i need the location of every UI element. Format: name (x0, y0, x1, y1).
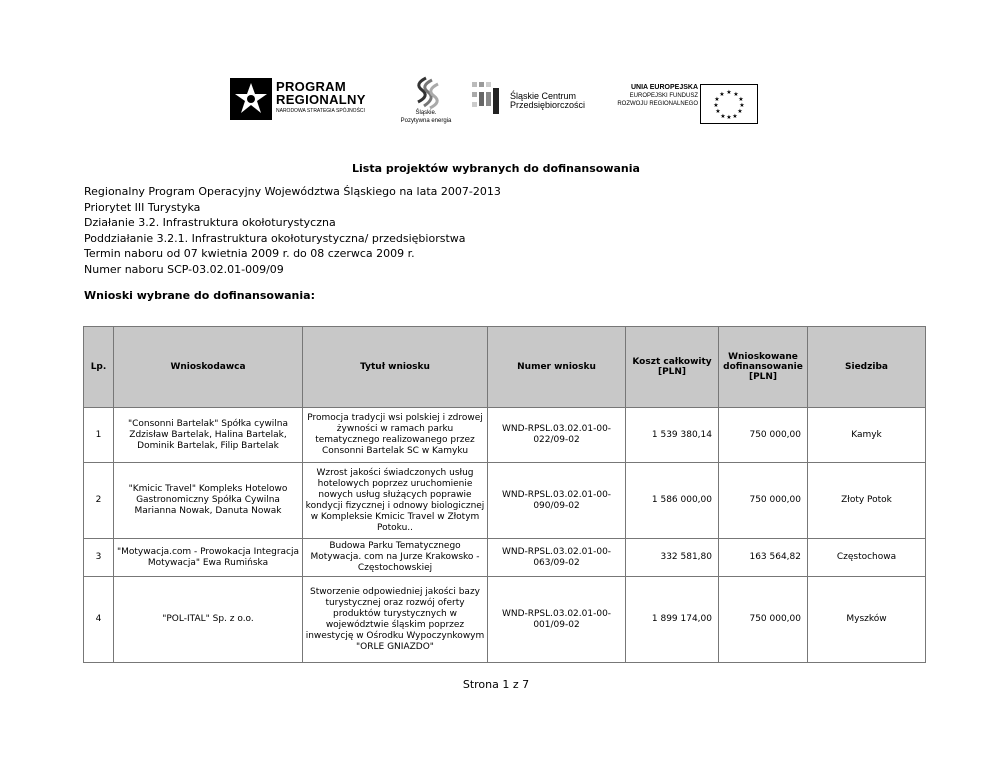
cell-funding: 750 000,00 (719, 577, 808, 663)
document-title: Lista projektów wybranych do dofinansowania (352, 162, 640, 175)
header-funding: Wnioskowane dofinansowanie [PLN] (719, 327, 808, 408)
cell-seat: Częstochowa (808, 539, 926, 577)
table-row (84, 463, 926, 539)
meta-deadline: Termin naboru od 07 kwietnia 2009 r. do 08 czerwca 2009 r. (84, 247, 415, 260)
ue-line1: UNIA EUROPEJSKA (630, 84, 698, 91)
program-title (276, 80, 366, 106)
cell-title: Budowa Parku Tematycznego Motywacja. com na Jurze Krakowsko - Częstochowskiej (303, 539, 488, 577)
cell-number: WND-RPSL.03.02.01-00-090/09-02 (488, 463, 626, 539)
cell-number: WND-RPSL.03.02.01-00-063/09-02 (488, 539, 626, 577)
program-subtitle: NARODOWA STRATEGIA SPÓJNOŚCI (276, 108, 365, 114)
logo-band (230, 74, 760, 134)
page-number: Strona 1 z 7 (462, 678, 530, 691)
cell-lp: 2 (84, 463, 114, 539)
header-title: Tytuł wniosku (303, 327, 488, 408)
pixel-grid-icon (470, 80, 506, 116)
svg-text:★: ★ (738, 96, 744, 103)
cell-title: Stworzenie odpowiedniej jakości bazy turystycznej oraz rozwój oferty produktów turystycznych w województwie śląskim poprzez inwestycję w Ośrodku Wypoczynkowym "ORLE GNIAZDO" (303, 577, 488, 663)
projects-table (83, 326, 926, 663)
section-heading: Wnioski wybrane do dofinansowania: (84, 289, 315, 302)
scp-line1: Śląskie Centrum (510, 91, 577, 101)
program-line2: REGIONALNY (276, 92, 366, 107)
svg-text:★: ★ (715, 108, 721, 115)
table-header-row (84, 327, 926, 408)
scp-logo (470, 80, 590, 120)
svg-text:★: ★ (726, 89, 732, 96)
header-applicant: Wnioskodawca (114, 327, 303, 408)
program-regionalny-logo (230, 74, 390, 130)
svg-text:★: ★ (733, 91, 739, 98)
cell-seat: Złoty Potok (808, 463, 926, 539)
slaskie-name: Śląskie. (415, 110, 437, 116)
cell-funding: 750 000,00 (719, 408, 808, 463)
svg-text:★: ★ (726, 114, 732, 121)
cell-total-cost: 332 581,80 (626, 539, 719, 577)
cell-funding: 750 000,00 (719, 463, 808, 539)
ue-line3: ROZWOJU REGIONALNEGO (617, 101, 698, 107)
svg-text:★: ★ (739, 102, 745, 109)
header-number: Numer wniosku (488, 327, 626, 408)
meta-priority: Priorytet III Turystyka (84, 200, 201, 214)
eu-flag-icon (700, 84, 758, 124)
svg-text:★: ★ (714, 96, 720, 103)
cell-number: WND-RPSL.03.02.01-00-022/09-02 (488, 408, 626, 463)
program-line1: PROGRAM (276, 79, 346, 94)
cell-lp: 4 (84, 577, 114, 663)
svg-text:★: ★ (713, 102, 719, 109)
wave-icon (396, 76, 456, 110)
svg-text:★: ★ (737, 108, 743, 115)
svg-text:★: ★ (719, 91, 725, 98)
cell-total-cost: 1 586 000,00 (626, 463, 719, 539)
cell-lp: 1 (84, 408, 114, 463)
cell-total-cost: 1 539 380,14 (626, 408, 719, 463)
ue-fund-text (598, 84, 698, 108)
cell-total-cost: 1 899 174,00 (626, 577, 719, 663)
slaskie-subtitle: Pozytywna energia (400, 118, 452, 124)
ue-line2: EUROPEJSKI FUNDUSZ (629, 93, 698, 99)
header-lp: Lp. (84, 327, 114, 408)
cell-seat: Kamyk (808, 408, 926, 463)
svg-text:★: ★ (720, 113, 726, 120)
cell-applicant: "POL-ITAL" Sp. z o.o. (114, 577, 303, 663)
header-total-cost: Koszt całkowity [PLN] (626, 327, 719, 408)
cell-title: Wzrost jakości świadczonych usług hotelowych poprzez uruchomienie nowych usług służących poprawie kondycji fizycznej i odnowy biologicznej w Kompleksie Kmicic Travel w Złotym Potoku.. (303, 463, 488, 539)
table-row (84, 539, 926, 577)
slaskie-logo (396, 76, 456, 132)
cell-applicant: "Kmicic Travel" Kompleks Hotelowo Gastronomiczny Spółka Cywilna Marianna Nowak, Danuta Nowak (114, 463, 303, 539)
cell-applicant: "Consonni Bartelak" Spółka cywilna Zdzisław Bartelak, Halina Bartelak, Dominik Bartelak, Filip Bartelak (114, 408, 303, 463)
table-row (84, 408, 926, 463)
svg-text:★: ★ (732, 113, 738, 120)
program-metadata (84, 184, 501, 277)
cell-number: WND-RPSL.03.02.01-00-001/09-02 (488, 577, 626, 663)
meta-call-number: Numer naboru SCP-03.02.01-009/09 (84, 262, 284, 276)
meta-subaction: Poddziałanie 3.2.1. Infrastruktura okołoturystyczna/ przedsiębiorstwa (84, 231, 466, 245)
star-figure-icon (230, 78, 272, 120)
cell-funding: 163 564,82 (719, 539, 808, 577)
meta-action: Działanie 3.2. Infrastruktura okołoturystyczna (84, 216, 336, 229)
cell-title: Promocja tradycji wsi polskiej i zdrowej żywności w ramach parku tematycznego realizowanego przez Consonni Bartelak SC w Kamyku (303, 408, 488, 463)
cell-applicant: "Motywacja.com - Prowokacja Integracja Motywacja" Ewa Rumińska (114, 539, 303, 577)
cell-seat: Myszków (808, 577, 926, 663)
table-row (84, 577, 926, 663)
meta-program: Regionalny Program Operacyjny Województwa Śląskiego na lata 2007-2013 (84, 185, 501, 198)
scp-line2: Przedsiębiorczości (510, 100, 586, 110)
cell-lp: 3 (84, 539, 114, 577)
scp-name (510, 92, 585, 110)
header-seat: Siedziba (808, 327, 926, 408)
